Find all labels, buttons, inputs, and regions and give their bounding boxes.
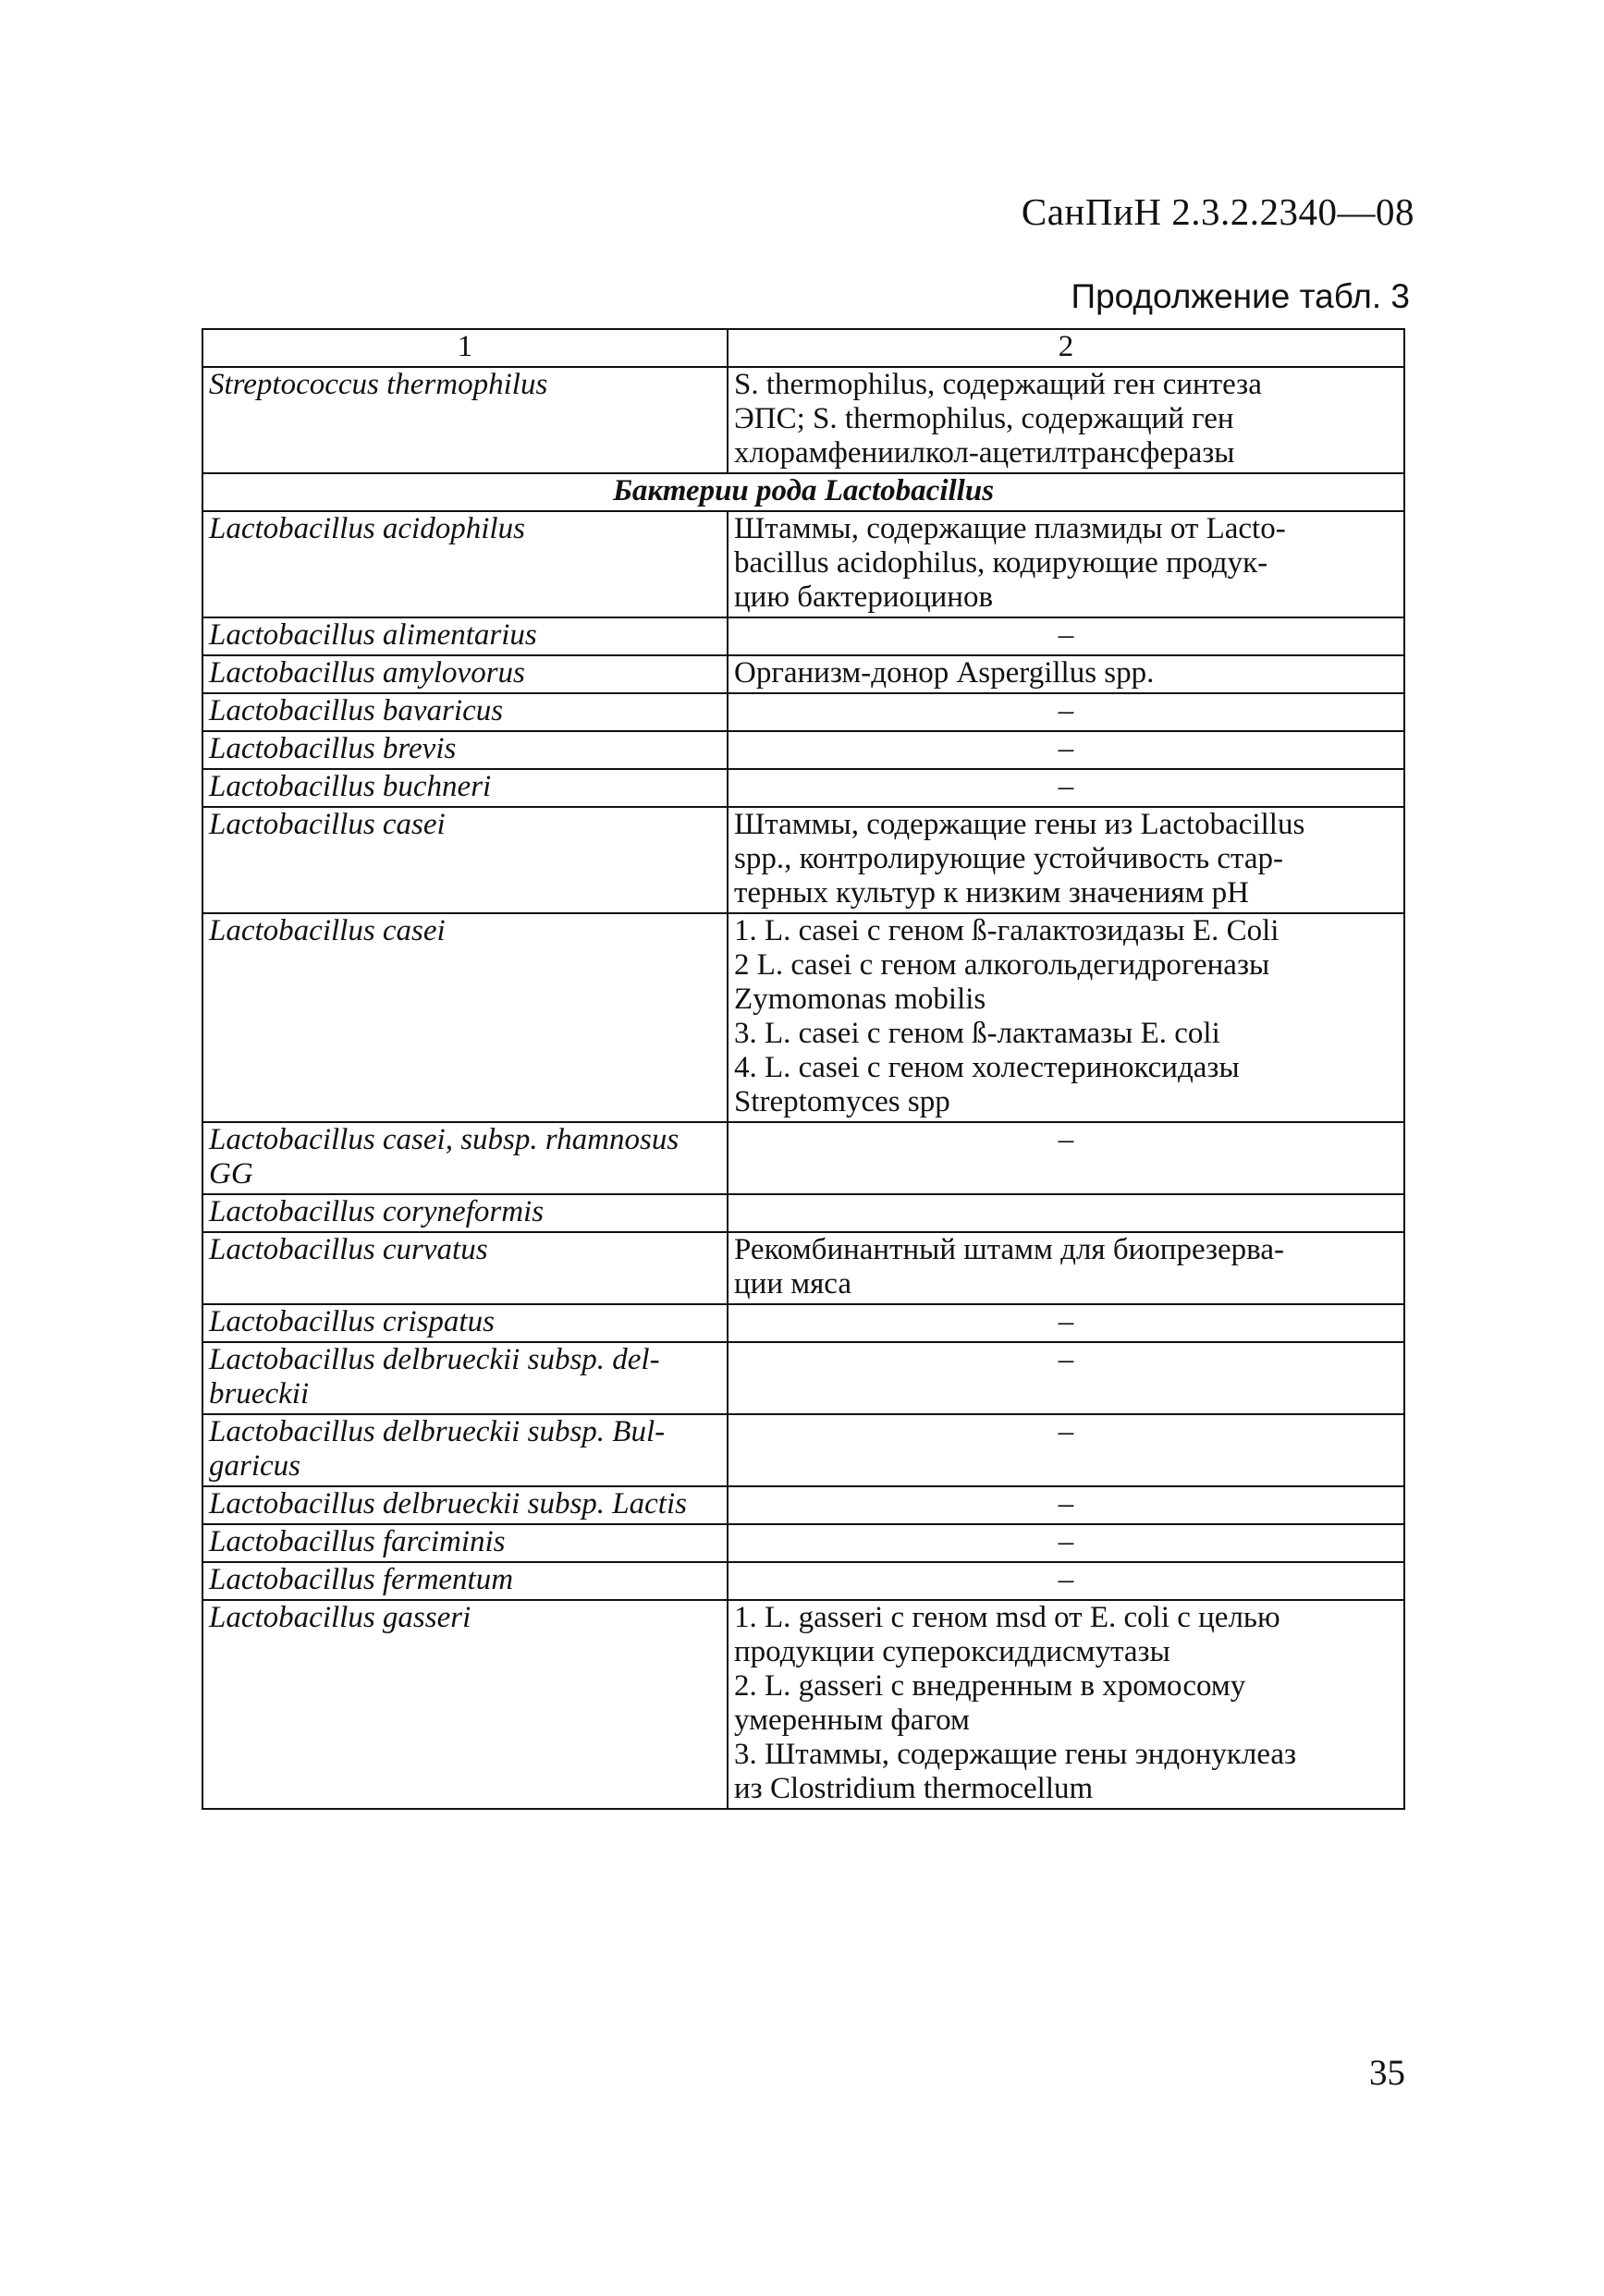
desc-line: – bbox=[1058, 770, 1074, 803]
desc-line: – bbox=[1058, 732, 1074, 765]
strains-table bbox=[202, 328, 1405, 1810]
desc-line: – bbox=[1058, 1563, 1074, 1596]
desc-line: – bbox=[1058, 1415, 1074, 1448]
table-row bbox=[202, 769, 1404, 807]
organism-name-cell: Lactobacillus delbrueckii subsp. del-brueckii bbox=[202, 1342, 728, 1414]
organism-name-cell: Lactobacillus fermentum bbox=[202, 1562, 728, 1600]
table-header-row bbox=[202, 329, 1404, 367]
desc-line: Zymomonas mobilis bbox=[734, 983, 986, 1016]
desc-line: 4. L. casei с геном холестериноксидазы bbox=[734, 1051, 1240, 1084]
modification-cell bbox=[728, 1194, 1404, 1232]
modification-cell bbox=[728, 1486, 1404, 1524]
desc-line: bacillus acidophilus, кодирующие продук- bbox=[734, 546, 1268, 580]
desc-line: ЭПС; S. thermophilus, содержащий ген bbox=[734, 402, 1234, 435]
modification-cell bbox=[728, 367, 1404, 473]
modification-cell bbox=[728, 1562, 1404, 1600]
modification-cell bbox=[728, 807, 1404, 913]
table-row bbox=[202, 1342, 1404, 1414]
organism-name-cell: Lactobacillus delbrueckii subsp. Bul-garicus bbox=[202, 1414, 728, 1486]
organism-name-cell: Streptococcus thermophilus bbox=[202, 367, 728, 473]
desc-line: 3. L. casei с геном ß-лактамазы E. coli bbox=[734, 1017, 1220, 1050]
table-row bbox=[202, 1232, 1404, 1304]
organism-name-cell: Lactobacillus brevis bbox=[202, 731, 728, 769]
section-title: Бактерии рода Lactobacillus bbox=[202, 473, 1404, 511]
desc-line: из Clostridium thermocellum bbox=[734, 1772, 1094, 1805]
column-header: 1 bbox=[202, 329, 728, 367]
desc-line: продукции супероксиддисмутазы bbox=[734, 1635, 1170, 1668]
desc-line: цию бактериоцинов bbox=[734, 580, 994, 614]
organism-name-cell: Lactobacillus crispatus bbox=[202, 1304, 728, 1342]
modification-cell bbox=[728, 1232, 1404, 1304]
table-body bbox=[202, 329, 1404, 1809]
organism-name-cell: Lactobacillus casei bbox=[202, 913, 728, 1122]
modification-cell bbox=[728, 1524, 1404, 1562]
organism-name-cell: Lactobacillus amylovorus bbox=[202, 655, 728, 693]
desc-line: Streptomyces spp bbox=[734, 1085, 950, 1118]
table-caption: Продолжение табл. 3 bbox=[1071, 277, 1410, 315]
modification-cell bbox=[728, 1600, 1404, 1809]
organism-name-cell: Lactobacillus bavaricus bbox=[202, 693, 728, 731]
modification-cell bbox=[728, 769, 1404, 807]
desc-line: 2. L. gasseri с внедренным в хромосому bbox=[734, 1669, 1246, 1703]
table-row bbox=[202, 655, 1404, 693]
desc-line bbox=[734, 1195, 1398, 1229]
modification-cell bbox=[728, 1122, 1404, 1194]
desc-line: – bbox=[1058, 1123, 1074, 1156]
table-row bbox=[202, 1486, 1404, 1524]
section-header-row bbox=[202, 473, 1404, 511]
modification-cell bbox=[728, 1414, 1404, 1486]
organism-name-cell: Lactobacillus coryneformis bbox=[202, 1194, 728, 1232]
desc-line: – bbox=[1058, 1525, 1074, 1558]
desc-line: Рекомбинантный штамм для биопрезерва- bbox=[734, 1233, 1284, 1266]
table-row bbox=[202, 367, 1404, 473]
modification-cell bbox=[728, 511, 1404, 617]
modification-cell bbox=[728, 655, 1404, 693]
column-header: 2 bbox=[728, 329, 1404, 367]
desc-line: Организм-донор Aspergillus spp. bbox=[734, 656, 1155, 690]
table-row bbox=[202, 511, 1404, 617]
modification-cell bbox=[728, 731, 1404, 769]
desc-line: – bbox=[1058, 1487, 1074, 1520]
table-row bbox=[202, 913, 1404, 1122]
page-number: 35 bbox=[1369, 2053, 1405, 2093]
modification-cell bbox=[728, 1304, 1404, 1342]
organism-name-cell: Lactobacillus curvatus bbox=[202, 1232, 728, 1304]
desc-line: S. thermophilus, содержащий ген синтеза bbox=[734, 368, 1262, 401]
organism-name-cell: Lactobacillus casei bbox=[202, 807, 728, 913]
table-row bbox=[202, 731, 1404, 769]
organism-name-cell: Lactobacillus acidophilus bbox=[202, 511, 728, 617]
desc-line: – bbox=[1058, 694, 1074, 727]
desc-line: хлорамфениилкол-ацетилтрансферазы bbox=[734, 436, 1235, 470]
desc-line: умеренным фагом bbox=[734, 1704, 970, 1737]
organism-name-cell: Lactobacillus delbrueckii subsp. Lactis bbox=[202, 1486, 728, 1524]
modification-cell bbox=[728, 913, 1404, 1122]
desc-line: spp., контролирующие устойчивость стар- bbox=[734, 842, 1284, 875]
organism-name-cell: Lactobacillus casei, subsp. rhamnosus GG bbox=[202, 1122, 728, 1194]
desc-line: 3. Штаммы, содержащие гены эндонуклеаз bbox=[734, 1738, 1297, 1771]
desc-line: – bbox=[1058, 1343, 1074, 1376]
organism-name-cell: Lactobacillus buchneri bbox=[202, 769, 728, 807]
table-row bbox=[202, 1600, 1404, 1809]
desc-line: 1. L. gasseri с геном msd от E. coli с целью bbox=[734, 1601, 1280, 1634]
desc-line: Штаммы, содержащие плазмиды от Lacto- bbox=[734, 512, 1286, 545]
desc-line: – bbox=[1058, 1305, 1074, 1338]
modification-cell bbox=[728, 1342, 1404, 1414]
table-row bbox=[202, 1414, 1404, 1486]
table-row bbox=[202, 617, 1404, 655]
table-row bbox=[202, 807, 1404, 913]
table-row bbox=[202, 693, 1404, 731]
document-code: СанПиН 2.3.2.2340—08 bbox=[1021, 190, 1414, 233]
organism-name-cell: Lactobacillus gasseri bbox=[202, 1600, 728, 1809]
table-row bbox=[202, 1524, 1404, 1562]
table-row bbox=[202, 1194, 1404, 1232]
organism-name-cell: Lactobacillus farciminis bbox=[202, 1524, 728, 1562]
desc-line: ции мяса bbox=[734, 1267, 851, 1301]
table-row bbox=[202, 1122, 1404, 1194]
desc-line: – bbox=[1058, 618, 1074, 652]
desc-line: терных культур к низким значениям pH bbox=[734, 876, 1249, 910]
desc-line: 2 L. casei с геном алкогольдегидрогеназы bbox=[734, 948, 1270, 982]
table-row bbox=[202, 1562, 1404, 1600]
table-row bbox=[202, 1304, 1404, 1342]
desc-line: Штаммы, содержащие гены из Lactobacillus bbox=[734, 808, 1305, 841]
modification-cell bbox=[728, 617, 1404, 655]
desc-line: 1. L. casei с геном ß-галактозидазы E. Coli bbox=[734, 914, 1280, 947]
organism-name-cell: Lactobacillus alimentarius bbox=[202, 617, 728, 655]
modification-cell bbox=[728, 693, 1404, 731]
